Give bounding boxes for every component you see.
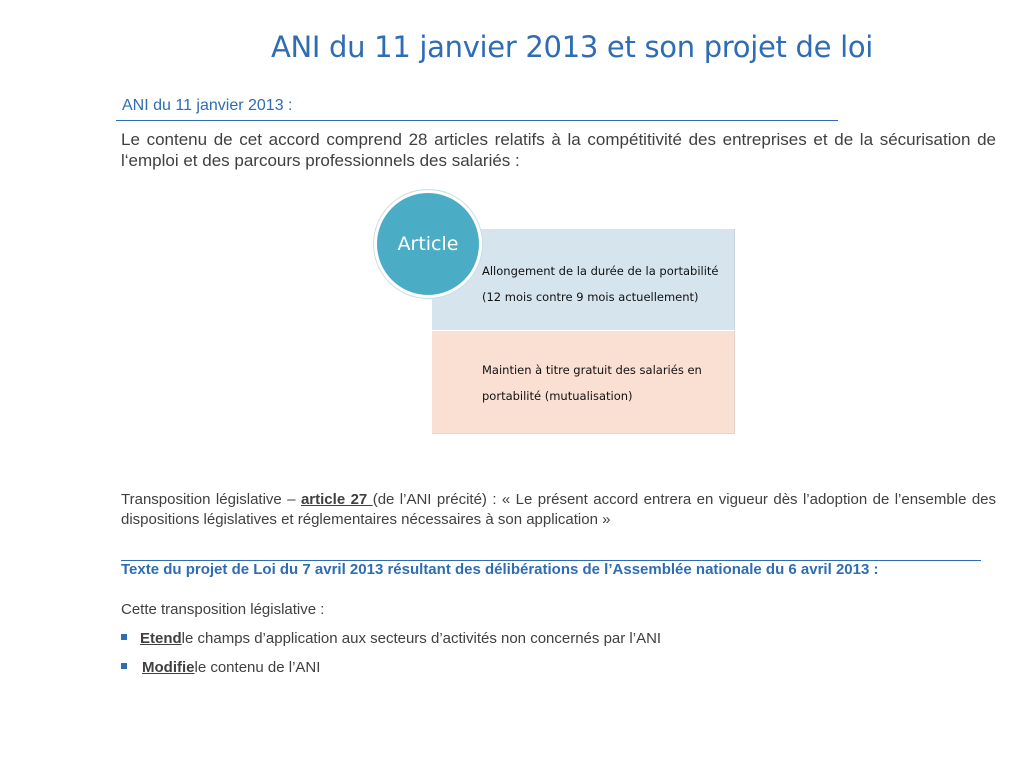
bullet-keyword: Modifie — [142, 659, 195, 676]
square-bullet-icon — [121, 634, 127, 640]
list-item — [121, 659, 320, 676]
transposition-text: (de l’ANI précité) : « Le présent accord entrera en vigueur dès l’adoption de l’ensemble des dispositions législatives et réglementaires nécessaires à son application » — [121, 491, 997, 528]
square-bullet-icon — [121, 663, 127, 669]
slide-title: ANI du 11 janvier 2013 et son projet de loi — [270, 30, 874, 64]
article-circle — [374, 190, 482, 298]
projet-heading: Texte du projet de Loi du 7 avril 2013 résultant des délibérations de l’Assemblée nationale du 6 avril 2013 : — [121, 561, 879, 578]
article-item-mutualisation — [432, 331, 735, 434]
bullet-keyword: Etend — [140, 630, 182, 647]
transposition-paragraph — [121, 490, 996, 530]
bullet-text: le contenu de l’ANI — [194, 659, 321, 676]
article-27-reference: article 27 — [300, 491, 373, 508]
bullet-text: le champs d’application aux secteurs d’activités non concernés par l’ANI — [181, 630, 662, 647]
article-item-line: Maintien à titre gratuit des salariés en — [482, 363, 702, 377]
article-item-line: portabilité (mutualisation) — [482, 389, 633, 403]
section-heading-rule — [116, 120, 838, 121]
article-item-text — [482, 357, 732, 409]
transposition-prefix: Transposition législative – — [121, 491, 301, 508]
section-heading: ANI du 11 janvier 2013 : — [122, 97, 293, 114]
article-item-line: (12 mois contre 9 mois actuellement) — [482, 290, 699, 304]
list-item — [121, 630, 661, 647]
intro-paragraph: Le contenu de cet accord comprend 28 articles relatifs à la compétitivité des entreprises et de la sécurisation de l‘emploi et des parcours professionnels des salariés : — [121, 130, 996, 170]
article-item-text — [482, 258, 732, 310]
projet-intro: Cette transposition législative : — [121, 601, 325, 618]
article-circle-label: Article — [397, 233, 459, 255]
article-item-line: Allongement de la durée de la portabilité — [482, 264, 719, 278]
